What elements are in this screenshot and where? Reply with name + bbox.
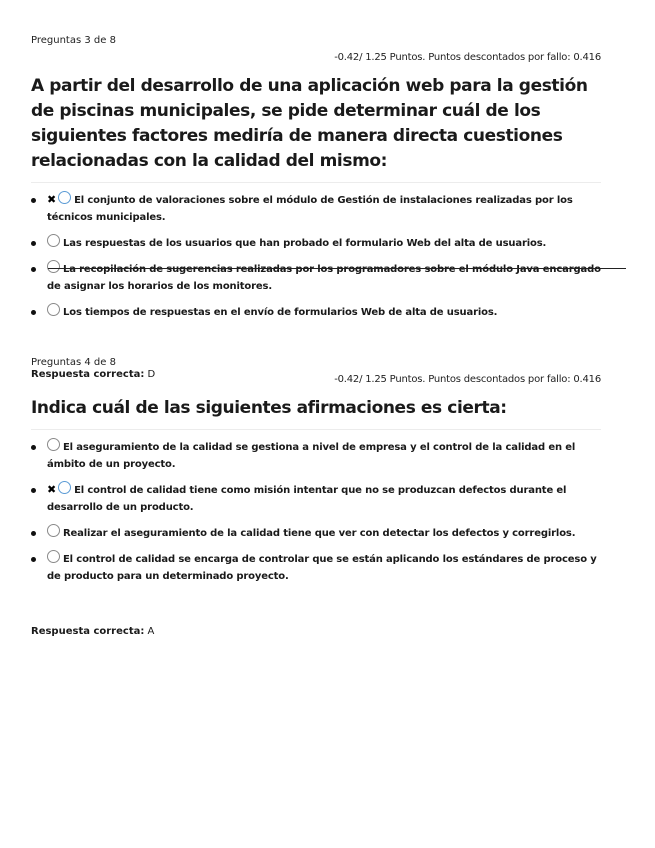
correct-answer [31,625,601,638]
option-a[interactable] [31,438,601,473]
radio-circle-icon[interactable] [58,481,71,494]
option-b[interactable] [31,481,601,516]
option-d[interactable] [31,303,601,321]
radio-circle-icon[interactable] [47,234,60,247]
option-b[interactable] [31,234,601,252]
option-text: Los tiempos de respuestas en el envío de formularios Web de alta de usuarios. [63,307,498,318]
bullet [31,267,36,272]
radio-circle-icon[interactable] [47,524,60,537]
divider [31,182,601,183]
strikethrough-line [48,268,626,269]
points-summary: -0.42/ 1.25 Puntos. Puntos descontados por fallo: 0.416 [334,374,601,385]
question-block-3 [31,34,601,381]
points-summary: -0.42/ 1.25 Puntos. Puntos descontados por fallo: 0.416 [334,52,601,63]
correct-answer-label: Respuesta correcta: [31,626,145,637]
question-counter: Preguntas 3 de 8 [31,35,116,46]
question-counter: Preguntas 4 de 8 [31,357,116,368]
option-c[interactable] [31,524,601,542]
correct-answer-value: A [147,626,155,637]
option-a[interactable] [31,191,601,226]
question-title: Indica cuál de las siguientes afirmaciones es cierta: [31,398,507,418]
radio-circle-icon[interactable] [47,260,60,273]
bullet [31,488,36,493]
radio-circle-icon[interactable] [47,438,60,451]
options-list [31,438,601,585]
option-text: La recopilación de sugerencias realizadas por los programadores sobre el módulo Java encargado de asignar los horarios de los monitores. [47,264,601,292]
radio-circle-icon[interactable] [58,191,71,204]
option-d[interactable] [31,550,601,585]
option-text: El conjunto de valoraciones sobre el módulo de Gestión de instalaciones realizadas por los técnicos municipales. [47,195,573,223]
option-text: El control de calidad se encarga de controlar que se están aplicando los estándares de proceso y de producto para un determinado proyecto. [47,554,597,582]
correct-answer-label: Respuesta correcta: [31,369,145,380]
question-title: A partir del desarrollo de una aplicación web para la gestión de piscinas municipales, se pide determinar cuál de los siguientes factores mediría de manera directa cuestiones relacionadas con la calidad del mismo: [31,76,588,171]
bullet [31,445,36,450]
x-mark-icon: ✖ [47,483,57,496]
correct-answer-value: D [147,369,156,380]
bullet [31,557,36,562]
option-text: Las respuestas de los usuarios que han probado el formulario Web del alta de usuarios. [63,238,547,249]
option-text: El aseguramiento de la calidad se gestiona a nivel de empresa y el control de la calidad en el ámbito de un proyecto. [47,442,576,470]
question-block-4 [31,356,601,638]
divider [31,429,601,430]
radio-circle-icon[interactable] [47,550,60,563]
option-c[interactable] [31,260,601,295]
radio-circle-icon[interactable] [47,303,60,316]
options-list [31,191,601,321]
bullet [31,531,36,536]
bullet [31,198,36,203]
option-text: Realizar el aseguramiento de la calidad tiene que ver con detectar los defectos y corregirlos. [63,528,576,539]
bullet [31,241,36,246]
bullet [31,310,36,315]
x-mark-icon: ✖ [47,193,57,206]
option-text: El control de calidad tiene como misión intentar que no se produzcan defectos durante el desarrollo de un producto. [47,485,567,513]
